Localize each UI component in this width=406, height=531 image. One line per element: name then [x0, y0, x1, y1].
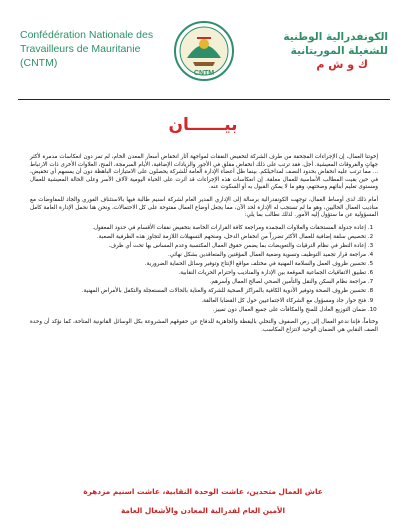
demands-list — [30, 225, 378, 314]
intro-paragraph: إخوتنا العمال، إن الإجراءات المجحفة من طرف الشركة لتخفيض النفقات لمواجهة آثار انخفاض أسعار المعدن الخام، لم تمر دون انعكاسات مدمرة لأكثر جهاتٍ والفروقات المعيشية. أجل، فقد ترتب على ذلك انخفاض مقلق في الأجور والزيادات الإضافية، الأيام المبرمجة، المنح، العلاوات الأخرى ذات الارتباط ... مما ترتب عليه انخفاض بحدود النصف لمداخيلكم. بينما ظل أعضاء الإدارة العامة للشركة يحصلون على الامتيازات الباهظة دون أن يمسهم أي تخفيض، في حين بقيت المطالب الأساسية للعمال معلقة. إن انعكاسات هذه الإجراءات قد أثرت على الحياة اليومية لآلاف الأسر وعلى الحالة المعيشية للعمال ومستوى تعليم أبنائهم وصحتهم، وهو ما لا يمكن القبول به أو السكوت عنه. — [30, 154, 378, 191]
document-body — [30, 154, 378, 339]
demands-intro-paragraph: أمام ذلك لدى أوساط العمال، توجهت الكونفدرالية برسالة إلى الإداري المدير العام لشركة اسنيم طالبة فيها بالاستئناف الفوري والجاد للمفاوضات مع مناديب العمال الحاليين، وهو ما لم تستجب له الإدارة لحد الآن، مما يجعل أوضاع العمال مفتوحة على كل الاحتمالات، ونحن هنا نحمل الإدارة العامة كامل المسؤولية عن ما ستؤول إليه الأمور. لذلك نطالب بما يلي: — [30, 196, 378, 219]
list-item: 5. تحسين ظروف العمل والسلامة المهنية في مختلف مواقع الإنتاج وتوفير وسائل الحماية الضرورية. — [30, 261, 366, 269]
list-item: 7. مراجعة نظام السكن والنقل والتأمين الصحي لصالح العمال وأسرهم. — [30, 279, 366, 287]
closing-paragraph: وختاماً، فإننا ندعو العمال إلى رص الصفوف والتحلي باليقظة والجاهزية للدفاع عن حقوقهم المشروعة بكل الوسائل القانونية المتاحة، كما نؤكد أن وحدة الصف النقابي هي الضمان الوحيد لانتزاع المكاسب. — [30, 319, 378, 333]
signatory-title: الأمين العام لفدرالية المعادن والأشغال العامة — [120, 506, 286, 515]
list-item: 9. فتح حوار جاد ومسؤول مع الشركاء الاجتماعيين حول كل القضايا العالقة. — [30, 298, 366, 306]
org-name-arabic: الكونفدرالية الوطنية للشغيلة الموريتانية ك و ش م — [238, 30, 388, 72]
list-item: 8. تحسين ظروف الصحة وتوفير الأدوية الكافية بالمراكز الصحية للشركة والعناية بالحالات المستعجلة والتكفل بالأمراض المهنية. — [30, 288, 366, 296]
svg-text:CNTM: CNTM — [193, 70, 215, 77]
cntm-logo-icon — [173, 18, 235, 84]
list-item: 10. ضمان التوزيع العادل للمنح والمكافآت على جميع العمال دون تمييز. — [30, 307, 366, 315]
org-acronym-arabic: ك و ش م — [316, 58, 368, 71]
list-item: 2. تخصيص سلفة إضافية للعمال الأكثر تضرراً من انخفاض الدخل، ومنحهم التسهيلات اللازمة لتجاوز هذه الظرفية الصعبة. — [30, 234, 366, 242]
closing-slogan: عاش العمال متحدين، عاشت الوحدة النقابية، عاشت اسنيم مزدهرة — [83, 487, 323, 496]
letterhead — [0, 0, 406, 100]
org-name-french: Confédération Nationale des Travailleurs de Mauritanie (CNTM) — [20, 29, 154, 69]
list-item: 3. إعادة النظر في نظام الترقيات والتعويضات بما يضمن حقوق العمال المكتسبة وعدم المساس بها تحت أي ظرف. — [30, 243, 366, 251]
list-item: 6. تطبيق الاتفاقيات الجماعية الموقعة بين الإدارة والمناديب واحترام الحريات النقابية. — [30, 270, 366, 278]
list-item: 1. إعادة جدولة المستحقات والعلاوات المجمدة ومراجعة كافة القرارات الخاصة بتخفيض نفقات الأقسام في حدود المعقول. — [30, 225, 366, 233]
header-divider — [18, 99, 390, 100]
document-title: بيــــــان — [168, 115, 238, 135]
list-item: 4. مراجعة قرار تجميد التوظيف وتسوية وضعية العمال المؤقتين والمتعاقدين بشكل نهائي. — [30, 252, 366, 260]
